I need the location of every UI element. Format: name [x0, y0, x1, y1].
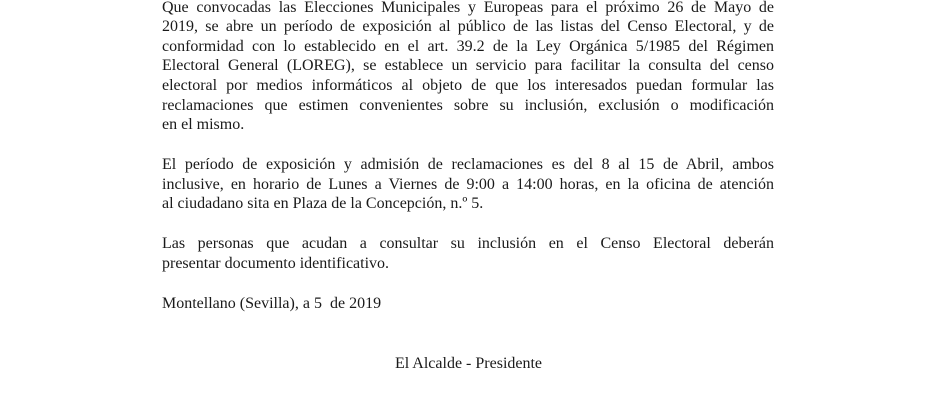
- text-line: en el mismo.: [162, 116, 245, 133]
- text-line: El período de exposición y admisión de reclamaciones es del 8 al 15 de Abril, ambos: [162, 156, 774, 173]
- place-date: Montellano (Sevilla), a 5 de 2019: [162, 295, 382, 312]
- text-line: Que convocadas las Elecciones Municipales y Europeas para el próximo 26 de Mayo de: [162, 0, 774, 16]
- text-line: reclamaciones que estimen convenientes sobre su inclusión, exclusión o modificación: [162, 97, 774, 114]
- text-line: 2019, se abre un período de exposición al público de las listas del Censo Electoral, y de: [162, 18, 774, 35]
- text-line: Electoral General (LOREG), se establece un servicio para facilitar la consulta del censo: [162, 57, 774, 74]
- text-line: Las personas que acudan a consultar su inclusión en el Censo Electoral deberán: [162, 235, 774, 252]
- text-line: conformidad con lo establecido en el art. 39.2 de la Ley Orgánica 5/1985 del Régimen: [162, 38, 774, 55]
- text-line: inclusive, en horario de Lunes a Viernes de 9:00 a 14:00 horas, en la oficina de atención: [162, 176, 774, 193]
- text-line: electoral por medios informáticos al objeto de que los interesados puedan formular las: [162, 77, 774, 94]
- text-line: al ciudadano sita en Plaza de la Concepción, n.º 5.: [162, 195, 484, 212]
- text-line: presentar documento identificativo.: [162, 255, 390, 272]
- signature: El Alcalde - Presidente: [394, 355, 543, 372]
